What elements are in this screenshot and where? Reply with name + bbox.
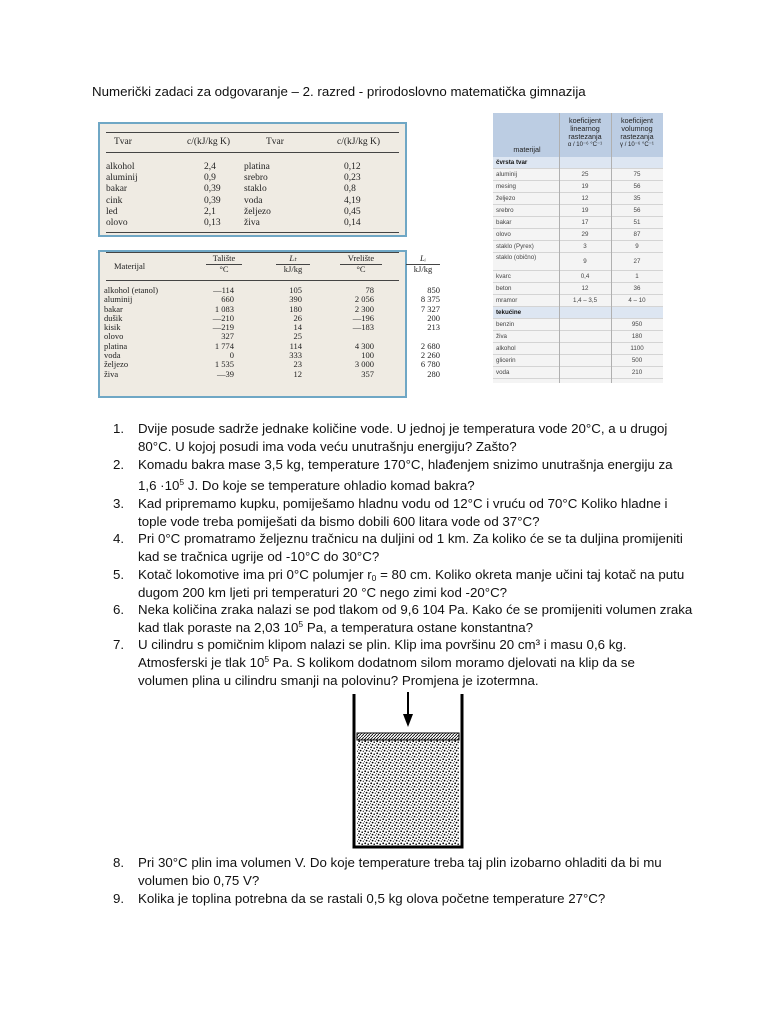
t3-cell-gamma: 36 [633, 285, 641, 292]
force-arrow-head [403, 714, 413, 727]
t3-cell-gamma: 56 [633, 183, 641, 190]
t3-cell-name: kvarc [496, 273, 511, 280]
t3-cell-gamma: 1 [635, 273, 639, 280]
t3-row [493, 217, 663, 229]
t3-cell-alpha: 19 [581, 207, 589, 214]
t3-cell-gamma: 75 [633, 171, 641, 178]
piston [357, 733, 459, 740]
t3-cell-name: aluminij [496, 171, 517, 178]
t1-header-c-left: c/(kJ/kg K) [187, 137, 231, 147]
t3-cell-name: glicerin [496, 357, 516, 364]
t2-vreliste: 78 2 056 2 300 —196 —183 4 300 100 3 000 357 [352, 285, 374, 379]
t3-cell-name: olovo [496, 231, 511, 238]
t3-row [493, 241, 663, 253]
t3-cell-gamma: 87 [633, 231, 641, 238]
t3-cell-alpha: 25 [581, 171, 589, 178]
t3-row [493, 319, 663, 331]
thermal-expansion-table [493, 113, 663, 383]
t3-cell-alpha: 29 [581, 231, 589, 238]
t3-section-row [493, 157, 663, 169]
t3-row [493, 169, 663, 181]
t3-cell-gamma: 210 [631, 369, 643, 376]
t2-names: alkohol (etanol) aluminij bakar dušik kisik olovo platina voda željezo živa [104, 285, 159, 379]
t2-header-li: Lᵢ kJ/kg [406, 254, 440, 274]
t3-row [493, 205, 663, 217]
t1-header-tvar-left: Tvar [114, 137, 132, 147]
t2-header-vreliste: Vrelište °C [340, 254, 382, 274]
t3-cell-gamma: 35 [633, 195, 641, 202]
t1-right-names: platina srebro staklo voda željezo živa [244, 162, 271, 229]
specific-heat-table [98, 122, 407, 237]
t3-cell-name: tekućine [496, 309, 522, 316]
t3-cell-gamma: 56 [633, 207, 641, 214]
t3-row [493, 367, 663, 379]
t3-cell-name: alkohol [496, 345, 516, 352]
t3-cell-alpha: 3 [583, 243, 587, 250]
t2-header-taliste: Talište °C [206, 254, 242, 274]
t3-cell-name: bakar [496, 219, 512, 226]
t3-cell-gamma: 27 [633, 258, 641, 265]
t1-header-tvar-right: Tvar [266, 137, 284, 147]
t2-lt: 105 390 180 26 14 25 114 333 23 12 [289, 285, 302, 379]
t3-cell-name: mesing [496, 183, 516, 190]
t3-cell-gamma: 180 [631, 333, 643, 340]
t3-row [493, 343, 663, 355]
page-title: Numerički zadaci za odgovaranje – 2. razred - prirodoslovno matematička gimnazija [92, 84, 586, 99]
t3-cell-name: voda [496, 369, 510, 376]
t3-header-alpha: koeficijent linearnog rastezanja α / 10⁻⁶ °C⁻¹ [567, 116, 603, 148]
t3-cell-name: željezo [496, 195, 516, 202]
t3-cell-name: staklo (Pyrex) [496, 243, 534, 250]
t2-taliste: —114 660 1 083 —210 —219 327 1 774 0 1 535 —39 [212, 285, 234, 379]
t3-cell-alpha: 1,4 – 3,5 [572, 297, 598, 304]
t2-li: 850 8 375 7 327 200 213 2 680 2 260 6 780 280 [420, 285, 440, 379]
t3-cell-name: staklo (obično) [496, 254, 537, 261]
t3-cell-gamma: 51 [633, 219, 641, 226]
t1-left-names: alkohol aluminij bakar cink led olovo [106, 162, 138, 229]
t3-cell-gamma: 500 [631, 357, 643, 364]
t3-cell-name: živa [496, 333, 508, 340]
t3-cell-alpha: 12 [581, 195, 589, 202]
t1-right-values: 0,12 0,23 0,8 4,19 0,45 0,14 [344, 162, 361, 229]
t1-left-values: 2,4 0,9 0,39 0,39 2,1 0,13 [204, 162, 221, 229]
t3-cell-name: mramor [496, 297, 518, 304]
t3-cell-alpha: 12 [581, 285, 589, 292]
cylinder-piston-diagram [346, 692, 471, 850]
t3-cell-gamma: 9 [635, 243, 639, 250]
t3-cell-alpha: 19 [581, 183, 589, 190]
t3-header-materijal: materijal [513, 145, 541, 154]
t3-cell-name: beton [496, 285, 512, 292]
t3-row [493, 271, 663, 283]
gas-volume [357, 739, 459, 845]
t3-row [493, 253, 663, 271]
t3-cell-gamma: 4 – 10 [628, 297, 646, 304]
t3-cell-name: čvrsta tvar [496, 159, 528, 166]
t3-row [493, 283, 663, 295]
t3-cell-alpha: 0,4 [580, 273, 590, 280]
t3-cell-gamma: 950 [631, 321, 643, 328]
t3-row [493, 193, 663, 205]
t3-header-gamma: koeficijent volumnog rastezanja γ / 10⁻⁶ °C⁻¹ [620, 116, 654, 148]
t3-cell-alpha: 17 [581, 219, 589, 226]
latent-heat-table [98, 250, 440, 398]
t3-cell-gamma: 1100 [630, 345, 644, 352]
t3-cell-alpha: 9 [583, 258, 587, 265]
t3-section-row [493, 307, 663, 319]
t3-row [493, 229, 663, 241]
t3-row [493, 295, 663, 307]
t3-row [493, 331, 663, 343]
t1-header-c-right: c/(kJ/kg K) [337, 137, 381, 147]
t3-cell-name: benzin [496, 321, 515, 328]
t3-row [493, 355, 663, 367]
t2-header-materijal: Materijal [114, 261, 146, 271]
t2-header-lt: Lₜ kJ/kg [276, 254, 310, 274]
t3-row [493, 181, 663, 193]
t3-cell-name: srebro [496, 207, 514, 214]
